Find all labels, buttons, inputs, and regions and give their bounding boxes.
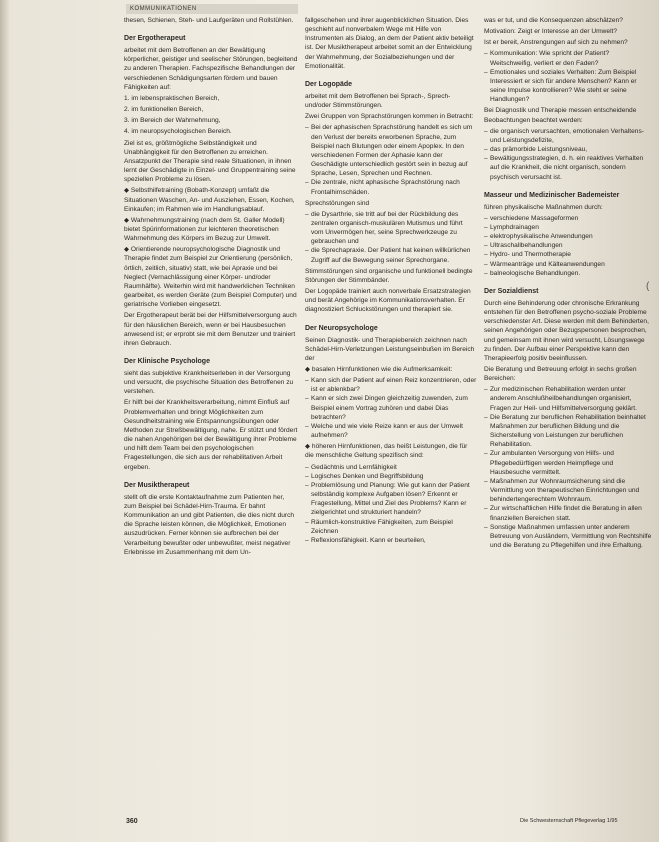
paragraph: führen physikalische Maßnahmen durch: xyxy=(484,203,603,211)
paragraph: 4. im neuropsychologischen Bereich. xyxy=(124,128,232,136)
list-item: – die organisch verursachten, emotionalen Verhaltens- und Leistungsdefizite, xyxy=(484,127,652,145)
list-item: – Welche und wie viele Reize kann er aus der Umwelt aufnehmen? xyxy=(305,422,477,440)
bullet-list xyxy=(305,210,477,265)
list-item: – Emotionales und soziales Verhalten: Zum Beispiel Interessiert er sich für andere Menschen? Kann er seine Impulse kontrollieren? Wie steht er seine Handlungen? xyxy=(484,68,652,105)
list-item: – Bei der aphasischen Sprachstörung handelt es sich um den Verlust der bereits erworbenen Sprache, zum Beispiel nach Blutungen oder einem Apoplex. In den verschiedenen Formen der Aphasie kann der Geschädigte unterschiedlich gestört sein in bezug auf Sprache, Lesen, Sprechen und Rechnen. xyxy=(305,123,477,178)
paragraph: ◆ Wahrnehmungstraining (nach dem St. Galler Modell) bietet Spürinformationen zur leichteren theoretischen Wahrnehmung des Körpers im Bezug zur Umwelt. xyxy=(124,216,285,243)
section-heading: Der Musiktherapeut xyxy=(124,481,190,489)
bullet-list xyxy=(484,49,652,104)
list-item: – Logisches Denken und Begriffsbildung xyxy=(305,472,477,481)
paragraph: Stimmstörungen sind organische und funktionell bedingte Störungen der Stimmbänder. xyxy=(305,267,473,284)
list-item: – die Dysarthrie, sie tritt auf bei der Rückbildung des zentralen organisch-muskulären Mutismus und führt vom Unvermögen her, seine Sprechwerkzeuge zu gebrauchen und xyxy=(305,210,477,247)
list-item: – Kann sich der Patient auf einen Reiz konzentrieren, oder ist er ablenkbar? xyxy=(305,376,477,394)
list-item: – Zur ambulanten Versorgung von Hilfs- und Pflegebedürftigen werden Heimpflege und Hausbesuche vermittelt. xyxy=(484,449,652,476)
paragraph: fallgeschehen und ihrer augenblicklichen Situation. Dies geschieht auf nonverbalem Wege mit Hilfe von Instrumenten als Dialog, an dem der Patient aktiv beteiligt ist. Der Musiktherapeut arbeitet somit an der Entwicklung der Wahrnehmung, der Sozialbeziehungen und der Emotionalität. xyxy=(305,17,474,70)
list-item: – Wärmeanträge und Kälteanwendungen xyxy=(484,260,652,269)
list-item: – balneologische Behandlungen. xyxy=(484,269,652,278)
paragraph: 3. im Bereich der Wahrnehmung, xyxy=(124,117,221,125)
footer-source: Die Schwesternschaft Pflegeverlag 1/95 xyxy=(520,818,618,824)
column-left xyxy=(124,16,298,816)
paragraph: Der Ergotherapeut berät bei der Hilfsmittelversorgung auch für den häuslichen Bereich, wenn er bei Hausbesuchen anwesend ist; er erprobt sie mit dem Benutzer und trainiert ihren Gebrauch. xyxy=(124,312,297,347)
list-item: – Kommunikation: Wie spricht der Patient? Weitschweifig, verliert er den Faden? xyxy=(484,49,652,67)
paragraph: ◆ Orientierende neuropsychologische Diagnostik und Therapie findet zum Beispiel zur Orientierung (persönlich, örtlich, zeitlich, situativ) statt, wie bei Apraxie und bei Neglect (Vernachlässigung einer Körper- und/oder Raumhälfte). Weiterhin wird mit handwerklichen Techniken gearbeitet, es werden Geräte (zum Beispiel Computer) und geriatrische Vorlieben eingesetzt. xyxy=(124,246,297,309)
bullet-list xyxy=(484,385,652,550)
column-middle xyxy=(305,16,477,816)
list-item: – Problemlösung und Planung: Wie gut kann der Patient selbständig komplexe Aufgaben lösen? Erkennt er Fragestellung, Mittel und Ziel des Problems? Kann er zielgerichtet und strukturiert handeln? xyxy=(305,481,477,518)
list-item: – Räumlich-konstruktive Fähigkeiten, zum Beispiel Zeichnen xyxy=(305,518,477,536)
bullet-list xyxy=(305,123,477,196)
paragraph: Ist er bereit, Anstrengungen auf sich zu nehmen? xyxy=(484,39,628,47)
list-item: – Zur medizinischen Rehabilitation werden unter anderem Anschlußheilbehandlungen organisiert, Fragen zur Heil- und Hilfsmittelversorgung geklärt. xyxy=(484,385,652,412)
paragraph: Bei Diagnostik und Therapie messen entscheidende Beobachtungen beachtet werden: xyxy=(484,107,637,124)
paragraph: sieht das subjektive Krankheitserleben in der Versorgung und versucht, die psychische Situation des Betroffenen zu verstehen. xyxy=(124,370,294,396)
list-item: – Bewältigungsstrategien, d. h. ein reaktives Verhalten auf die Krankheit, die nicht organisch, sondern psychisch verursacht ist. xyxy=(484,154,652,181)
list-item: – elektrophysikalische Anwendungen xyxy=(484,232,652,241)
paragraph: Der Logopäde trainiert auch nonverbale Ersatzstrategien und berät Angehörige im Kommunikationsverhalten. Er diagnostiziert Schluckstörungen und therapiert sie. xyxy=(305,288,471,314)
list-item: – Die zentrale, nicht aphasische Sprachstörung nach Frontalhirnschäden. xyxy=(305,178,477,196)
paragraph: Sprechstörungen sind xyxy=(305,199,370,207)
paragraph: Durch eine Behinderung oder chronische Erkrankung entstehen für den Betroffenen psycho-soziale Probleme verschiedenster Art. Diese werden mit dem Behinderten, seinen Angehörigen oder Bezugspersonen besprochen, und gemeinsam mit ihnen wird versucht, Lösungswege zu finden. Der Aufbau einer Perspektive kann den Therapieerfolg positiv beeinflussen. xyxy=(484,299,649,362)
paragraph: Er hilft bei der Krankheitsverarbeitung, nimmt Einfluß auf Problemverhalten und bringt Möglichkeiten zum Gesundheitstraining wie Entspannungsübungen oder Methoden zur Streßbewältigung, nahe. Er stützt und fördert die nahen Angehörigen bei der Bewältigung ihrer Probleme und hilft dem Team bei den psychologischen Fragestellungen, die sich aus der rehabilitativen Arbeit ergeben. xyxy=(124,399,298,471)
section-heading: Der Neuropsychologe xyxy=(305,324,378,332)
list-item: – Zur wirtschaftlichen Hilfe findet die Beratung in allen finanziellen Bereichen statt. xyxy=(484,504,652,522)
list-item: – die Sprechapraxie. Der Patient hat keinen willkürlichen Zugriff auf die Bewegung seiner Sprechorgane. xyxy=(305,246,477,264)
list-item: – das prämorbide Leistungsniveau, xyxy=(484,145,652,154)
list-item: – verschiedene Massageformen xyxy=(484,214,652,223)
paragraph: stellt oft die erste Kontaktaufnahme zum Patienten her, zum Beispiel bei Schädel-Hirn-Trauma. Er bahnt Kommunikation an und gibt Patienten, die dies nicht durch die Sprache leisten können, die Möglichkeit, Emotionen auszudrücken. Ferner können sie aufbrechen bei der Verarbeitung bewußter oder unbewußter, meist negativer Erlebnisse im Zusammenhang mit dem Un- xyxy=(124,493,295,556)
paragraph: Seinen Diagnostik- und Therapiebereich zeichnen nach Schädel-Hirn-Verletzungen Leistungseinbußen im Bereich der xyxy=(305,336,475,362)
margin-mark-icon: ( xyxy=(646,281,650,292)
page-number: 360 xyxy=(126,818,138,825)
section-heading: Der Sozialdienst xyxy=(484,287,539,295)
paragraph: Ziel ist es, größtmögliche Selbständigkeit und Unabhängigkeit für den Betroffenen zu erreichen. Ansatzpunkt der Therapie sind reale Situationen, in ihnen lernt der Geschädigte in Einzel- und Gruppentraining seine speziellen Probleme zu lösen. xyxy=(124,139,296,184)
section-heading: Der Klinische Psychologe xyxy=(124,358,210,365)
paragraph: ◆ Selbsthilfetraining (Bobath-Konzept) umfaßt die Situationen Waschen, An- und Ausziehen, Essen, Kochen, Einkaufen; im Rahmen wie im Handlungsablauf. xyxy=(124,187,295,213)
list-item: – Reflexionsfähigkeit. Kann er beurteilen, xyxy=(305,536,477,545)
paragraph: 2. im funktionellen Bereich, xyxy=(124,106,204,114)
paragraph: thesen, Schienen, Steh- und Laufgeräten und Rollstühlen. xyxy=(124,17,294,24)
list-item: – Die Beratung zur beruflichen Rehabilitation beinhaltet Maßnahmen zur beruflichen Bildung und die Sicherstellung von Leistungen zur beruflichen Rehabilitation. xyxy=(484,413,652,450)
paragraph: arbeitet mit dem Betroffenen bei Sprach-, Sprech- und/oder Stimmstörungen. xyxy=(305,92,451,110)
section-heading: Der Logopäde xyxy=(305,80,353,88)
list-item: – Sonstige Maßnahmen umfassen unter anderem Betreuung von Ausländern, Vermittlung von Rechtshilfe und die Beratung zu Pflegehilfen und ihre Erhaltung. xyxy=(484,523,652,550)
paragraph: 1. im lebenspraktischen Bereich, xyxy=(124,94,220,102)
list-item: – Maßnahmen zur Wohnraumsicherung sind die Vermittlung von therapeutischen Einrichtungen und behindertengerechtem Wohnraum. xyxy=(484,477,652,504)
bullet-list xyxy=(484,127,652,182)
bullet-list xyxy=(484,214,652,278)
paragraph: Zwei Gruppen von Sprachstörungen kommen in Betracht: xyxy=(305,113,474,121)
paragraph: arbeitet mit dem Betroffenen an der Bewältigung körperlicher, geistiger und seelischer Störungen, begleitend zu anderen Therapien. Fachspezifische Behandlungen der verschiedenen Schädigungsarten fördern und bauen Fähigkeiten auf: xyxy=(124,47,298,91)
list-item: – Gedächtnis und Lernfähigkeit xyxy=(305,463,477,472)
list-item: – Hydro- und Thermotherapie xyxy=(484,250,652,259)
paragraph: Die Beratung und Betreuung erfolgt in sechs großen Bereichen: xyxy=(484,366,637,383)
list-item: – Kann er sich zwei Dingen gleichzeitig zuwenden, zum Beispiel einem Vortrag zuhören und dabei Dias betrachten? xyxy=(305,394,477,421)
paragraph: ◆ höheren Hirnfunktionen, das heißt Leistungen, die für die menschliche Geltung spezifisch sind: xyxy=(305,443,468,460)
column-right xyxy=(484,16,652,816)
list-item: – Ultraschallbehandlungen xyxy=(484,241,652,250)
bullet-list xyxy=(305,463,477,545)
paragraph: was er tut, und die Konsequenzen abschätzen? xyxy=(484,17,623,24)
section-heading: Masseur und Medizinischer Bademeister xyxy=(484,191,620,199)
paragraph: ◆ basalen Hirnfunktionen wie die Aufmerksamkeit: xyxy=(305,366,453,373)
running-header: KOMMUNIKATIONEN xyxy=(126,4,298,14)
section-heading: Der Ergotherapeut xyxy=(124,35,186,43)
book-gutter-shadow xyxy=(0,0,10,842)
list-item: – Lymphdrainagen xyxy=(484,223,652,232)
paragraph: Motivation: Zeigt er Interesse an der Umwelt? xyxy=(484,28,618,36)
bullet-list xyxy=(305,376,477,440)
